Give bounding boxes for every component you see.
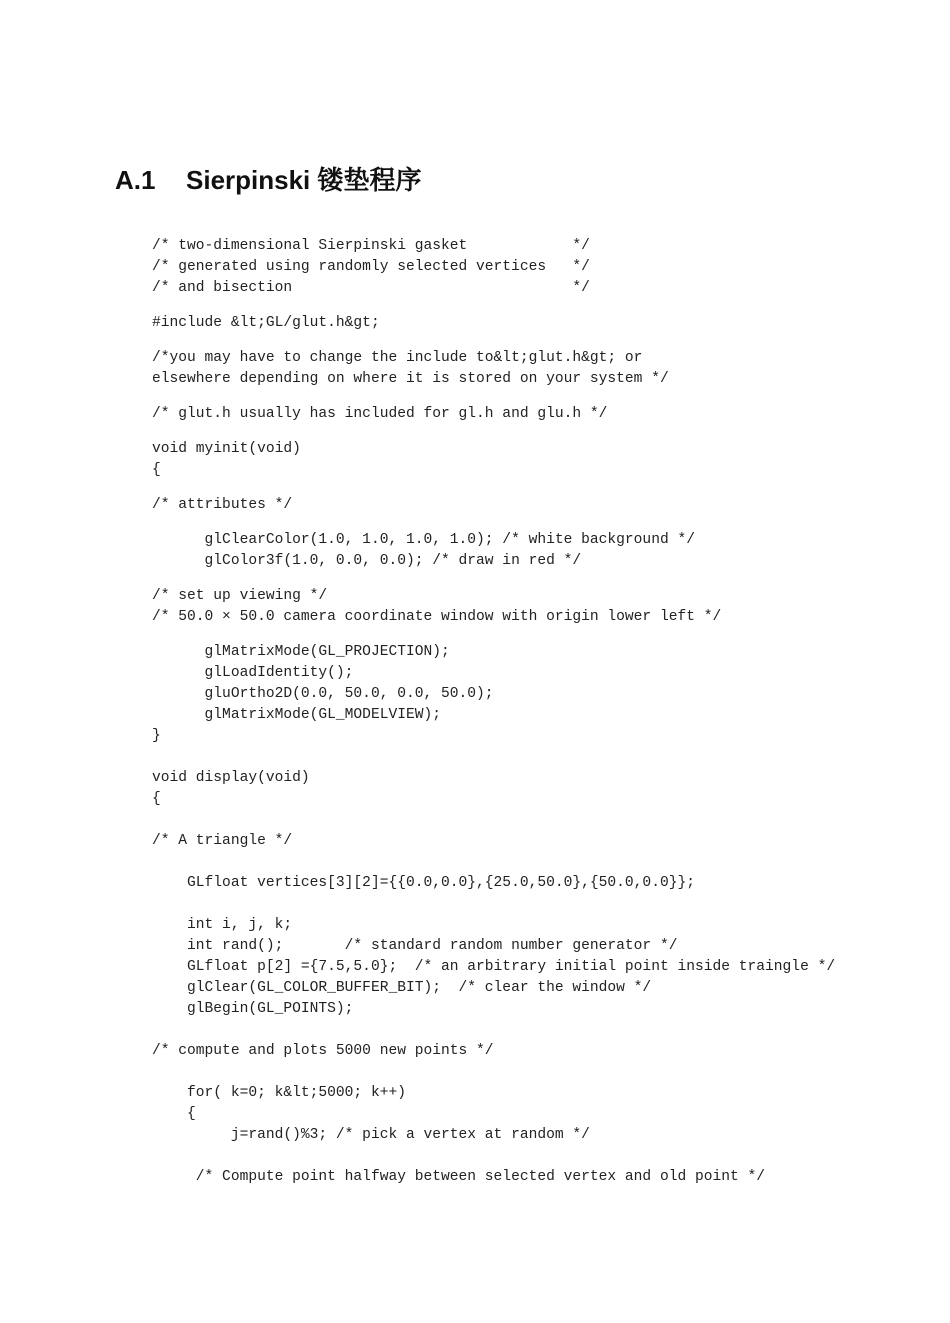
code-line: void display(void)	[152, 770, 310, 786]
section-number: A.1	[115, 165, 156, 195]
code-line: /* and bisection */	[152, 280, 590, 296]
code-line: gluOrtho2D(0.0, 50.0, 0.0, 50.0);	[152, 686, 494, 702]
code-listing	[152, 236, 836, 1185]
code-line: int rand(); /* standard random number generator */	[152, 938, 678, 954]
code-line: glBegin(GL_POINTS);	[152, 1001, 354, 1017]
code-line: /*you may have to change the include to&lt;glut.h&gt; or	[152, 350, 643, 366]
code-line: /* A triangle */	[152, 833, 293, 849]
code-line: GLfloat vertices[3][2]={{0.0,0.0},{25.0,50.0},{50.0,0.0}};	[152, 875, 695, 891]
section-heading	[115, 160, 422, 197]
code-line: elsewhere depending on where it is stored on your system */	[152, 371, 669, 387]
code-line: glClear(GL_COLOR_BUFFER_BIT); /* clear the window */	[152, 980, 652, 996]
code-line: j=rand()%3; /* pick a vertex at random */	[152, 1127, 590, 1143]
code-line: {	[152, 791, 161, 807]
code-line: /* generated using randomly selected vertices */	[152, 259, 590, 275]
code-line: /* glut.h usually has included for gl.h and glu.h */	[152, 406, 608, 422]
code-line: int i, j, k;	[152, 917, 293, 933]
code-line: {	[152, 462, 161, 478]
code-line: /* two-dimensional Sierpinski gasket */	[152, 238, 590, 254]
code-line: glClearColor(1.0, 1.0, 1.0, 1.0); /* white background */	[152, 532, 695, 548]
code-line: GLfloat p[2] ={7.5,5.0}; /* an arbitrary initial point inside traingle */	[152, 959, 836, 975]
code-line: /* attributes */	[152, 497, 293, 513]
code-line: glMatrixMode(GL_MODELVIEW);	[152, 707, 442, 723]
code-line: /* set up viewing */	[152, 588, 328, 604]
code-line: }	[152, 728, 161, 744]
code-line: for( k=0; k&lt;5000; k++)	[152, 1085, 406, 1101]
code-line: void myinit(void)	[152, 441, 301, 457]
code-line: #include &lt;GL/glut.h&gt;	[152, 315, 380, 331]
code-line: glMatrixMode(GL_PROJECTION);	[152, 644, 450, 660]
code-line: glLoadIdentity();	[152, 665, 354, 681]
code-line: /* Compute point halfway between selected vertex and old point */	[152, 1169, 766, 1185]
code-line: /* compute and plots 5000 new points */	[152, 1043, 494, 1059]
code-line: /* 50.0 × 50.0 camera coordinate window with origin lower left */	[152, 609, 722, 625]
section-title: Sierpinski 镂垫程序	[186, 165, 422, 195]
code-line: {	[152, 1106, 196, 1122]
code-line: glColor3f(1.0, 0.0, 0.0); /* draw in red */	[152, 553, 582, 569]
